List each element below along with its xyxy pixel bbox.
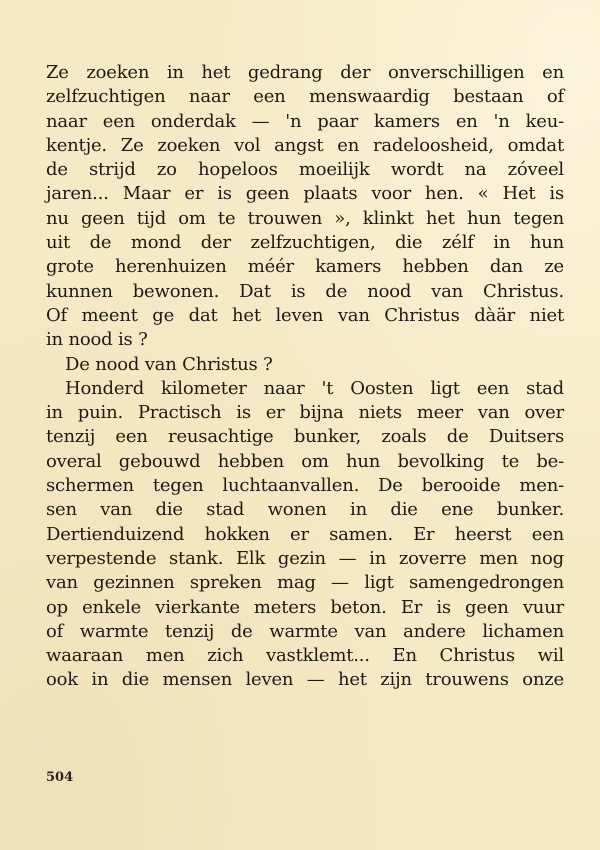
text-line: sen van die stad wonen in die ene bunker. bbox=[46, 499, 564, 521]
text-line: Ze zoeken in het gedrang der onverschilligen en bbox=[46, 62, 564, 83]
text-line: van gezinnen spreken mag — ligt samengedrongen bbox=[46, 572, 564, 594]
text-line: zelfzuchtigen naar een menswaardig bestaan of bbox=[46, 86, 564, 108]
text-line: grote herenhuizen méér kamers hebben dan ze bbox=[46, 256, 564, 278]
text-line: in nood is ? bbox=[46, 329, 148, 351]
text-line: Honderd kilometer naar 't Oosten ligt een stad bbox=[65, 377, 564, 399]
text-line: de strijd zo hopeloos moeilijk wordt na zóveel bbox=[46, 159, 564, 181]
text-line: verpestende stank. Elk gezin — in zoverre men nog bbox=[46, 547, 564, 569]
text-line: naar een onderdak — 'n paar kamers en 'n keu- bbox=[46, 110, 564, 132]
text-line: jaren... Maar er is geen plaats voor hen. « Het is bbox=[46, 183, 564, 205]
text-line: kentje. Ze zoeken vol angst en radeloosheid, omdat bbox=[46, 134, 564, 156]
text-line: De nood van Christus ? bbox=[65, 353, 273, 375]
text-line: op enkele vierkante meters beton. Er is geen vuur bbox=[46, 596, 564, 618]
text-line: tenzij een reusachtige bunker, zoals de Duitsers bbox=[46, 426, 564, 448]
text-line: schermen tegen luchtaanvallen. De berooide men- bbox=[46, 475, 564, 497]
text-line: kunnen bewonen. Dat is de nood van Christus. bbox=[46, 280, 564, 302]
text-line: in puin. Practisch is er bijna niets meer van over bbox=[46, 402, 564, 424]
text-line: ook in die mensen leven — het zijn trouwens onze bbox=[46, 669, 564, 691]
text-line: overal gebouwd hebben om hun bevolking te be- bbox=[46, 450, 564, 472]
text-line: waaraan men zich vastklemt... En Christus wil bbox=[46, 645, 564, 667]
text-line: Dertienduizend hokken er samen. Er heerst een bbox=[46, 523, 564, 545]
body-text bbox=[46, 61, 564, 693]
text-line: of warmte tenzij de warmte van andere lichamen bbox=[46, 620, 564, 642]
page-number: 504 bbox=[46, 770, 74, 785]
text-line: Of meent ge dat het leven van Christus dàär niet bbox=[46, 304, 564, 326]
text-line: nu geen tijd om te trouwen », klinkt het hun tegen bbox=[46, 207, 564, 229]
text-line: uit de mond der zelfzuchtigen, die zélf in hun bbox=[46, 232, 564, 254]
